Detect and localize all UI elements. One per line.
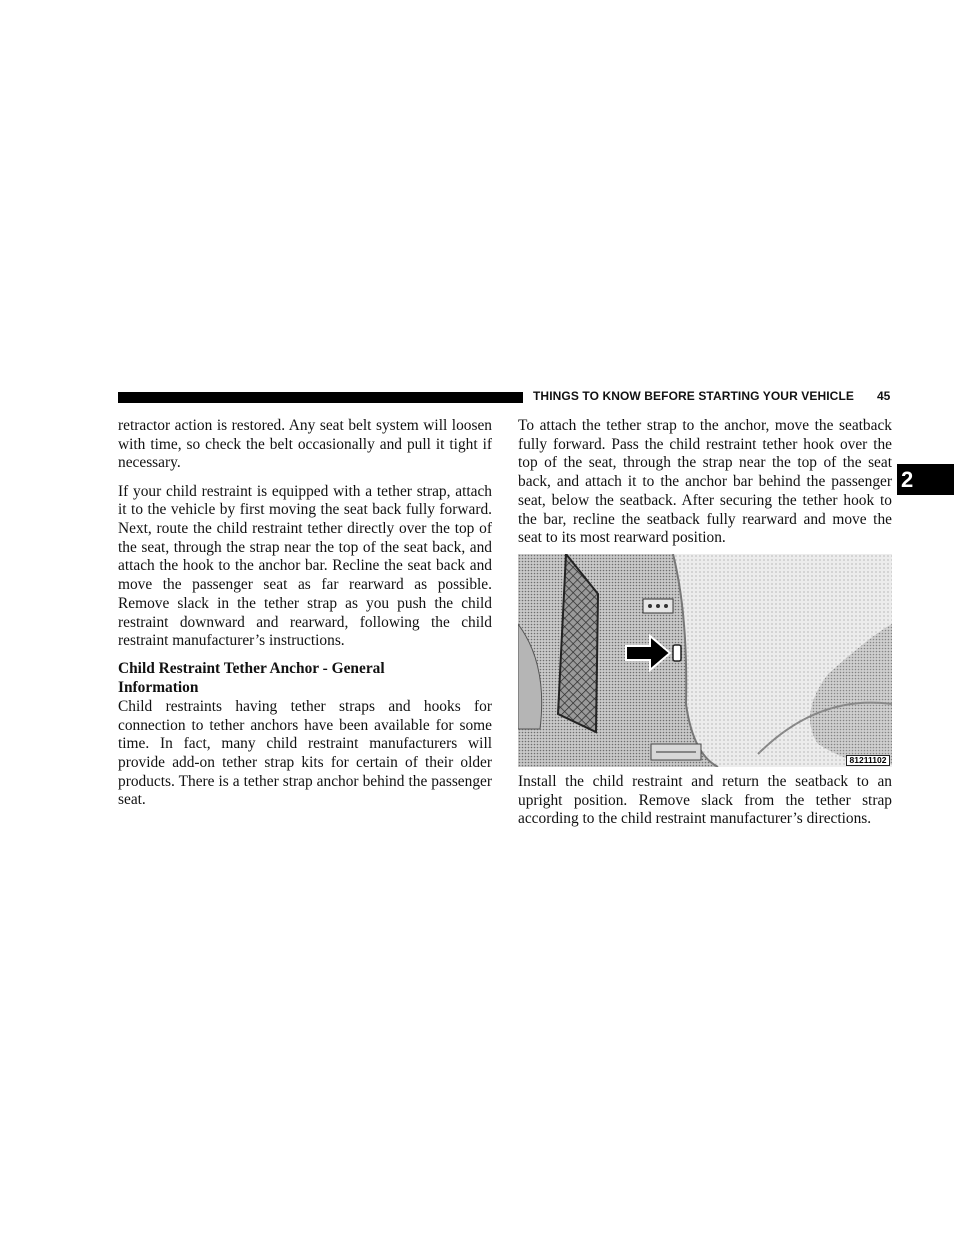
tether-anchor-illustration: [518, 554, 892, 767]
anchor-bar: [673, 645, 681, 661]
heading-line: Information: [118, 679, 199, 697]
chapter-tab: 2: [897, 464, 954, 495]
header-rule: [118, 392, 523, 403]
right-column-lower: [518, 773, 892, 829]
left-column: [118, 417, 492, 810]
page-number: 45: [877, 389, 891, 403]
paragraph: To attach the tether strap to the anchor, move the seatback fully forward. Pass the child restraint tether hook over the top of the seat, through the strap near the top of the seat back, and attach it to the anchor bar behind the passenger seat, below the seatback. After securing the tether hook to the bar, recline the seatback fully rearward and move the seat to its most rearward position.: [518, 417, 892, 547]
heading-line: Child Restraint Tether Anchor - General: [118, 660, 385, 678]
right-column: [518, 417, 892, 548]
paragraph: Child restraints having tether straps and hooks for connection to tether anchors have been available for some time. In fact, many child restraint manufacturers will provide add-on tether strap kits for certain of their older products. There is a tether strap anchor behind the passenger seat.: [118, 697, 492, 809]
figure-id-label: 81211102: [846, 755, 890, 766]
running-header-title: THINGS TO KNOW BEFORE STARTING YOUR VEHICLE: [533, 389, 854, 403]
section-heading: [118, 660, 492, 697]
paragraph: Install the child restraint and return the seatback to an upright position. Remove slack from the tether strap according to the child restraint manufacturer’s directions.: [518, 773, 892, 828]
paragraph: If your child restraint is equipped with a tether strap, attach it to the vehicle by first moving the seat back fully forward. Next, route the child restraint tether directly over the top of the seat, through the strap near the top of the seat back, and attach the hook to the anchor bar. Recline the seat back and move the passenger seat as far rearward as possible. Remove slack in the tether strap as you push the child restraint downward and rearward, following the child restraint manufacturer’s instructions.: [118, 482, 492, 650]
paragraph: retractor action is restored. Any seat belt system will loosen with time, so check the belt occasionally and pull it tight if necessary.: [118, 417, 492, 472]
